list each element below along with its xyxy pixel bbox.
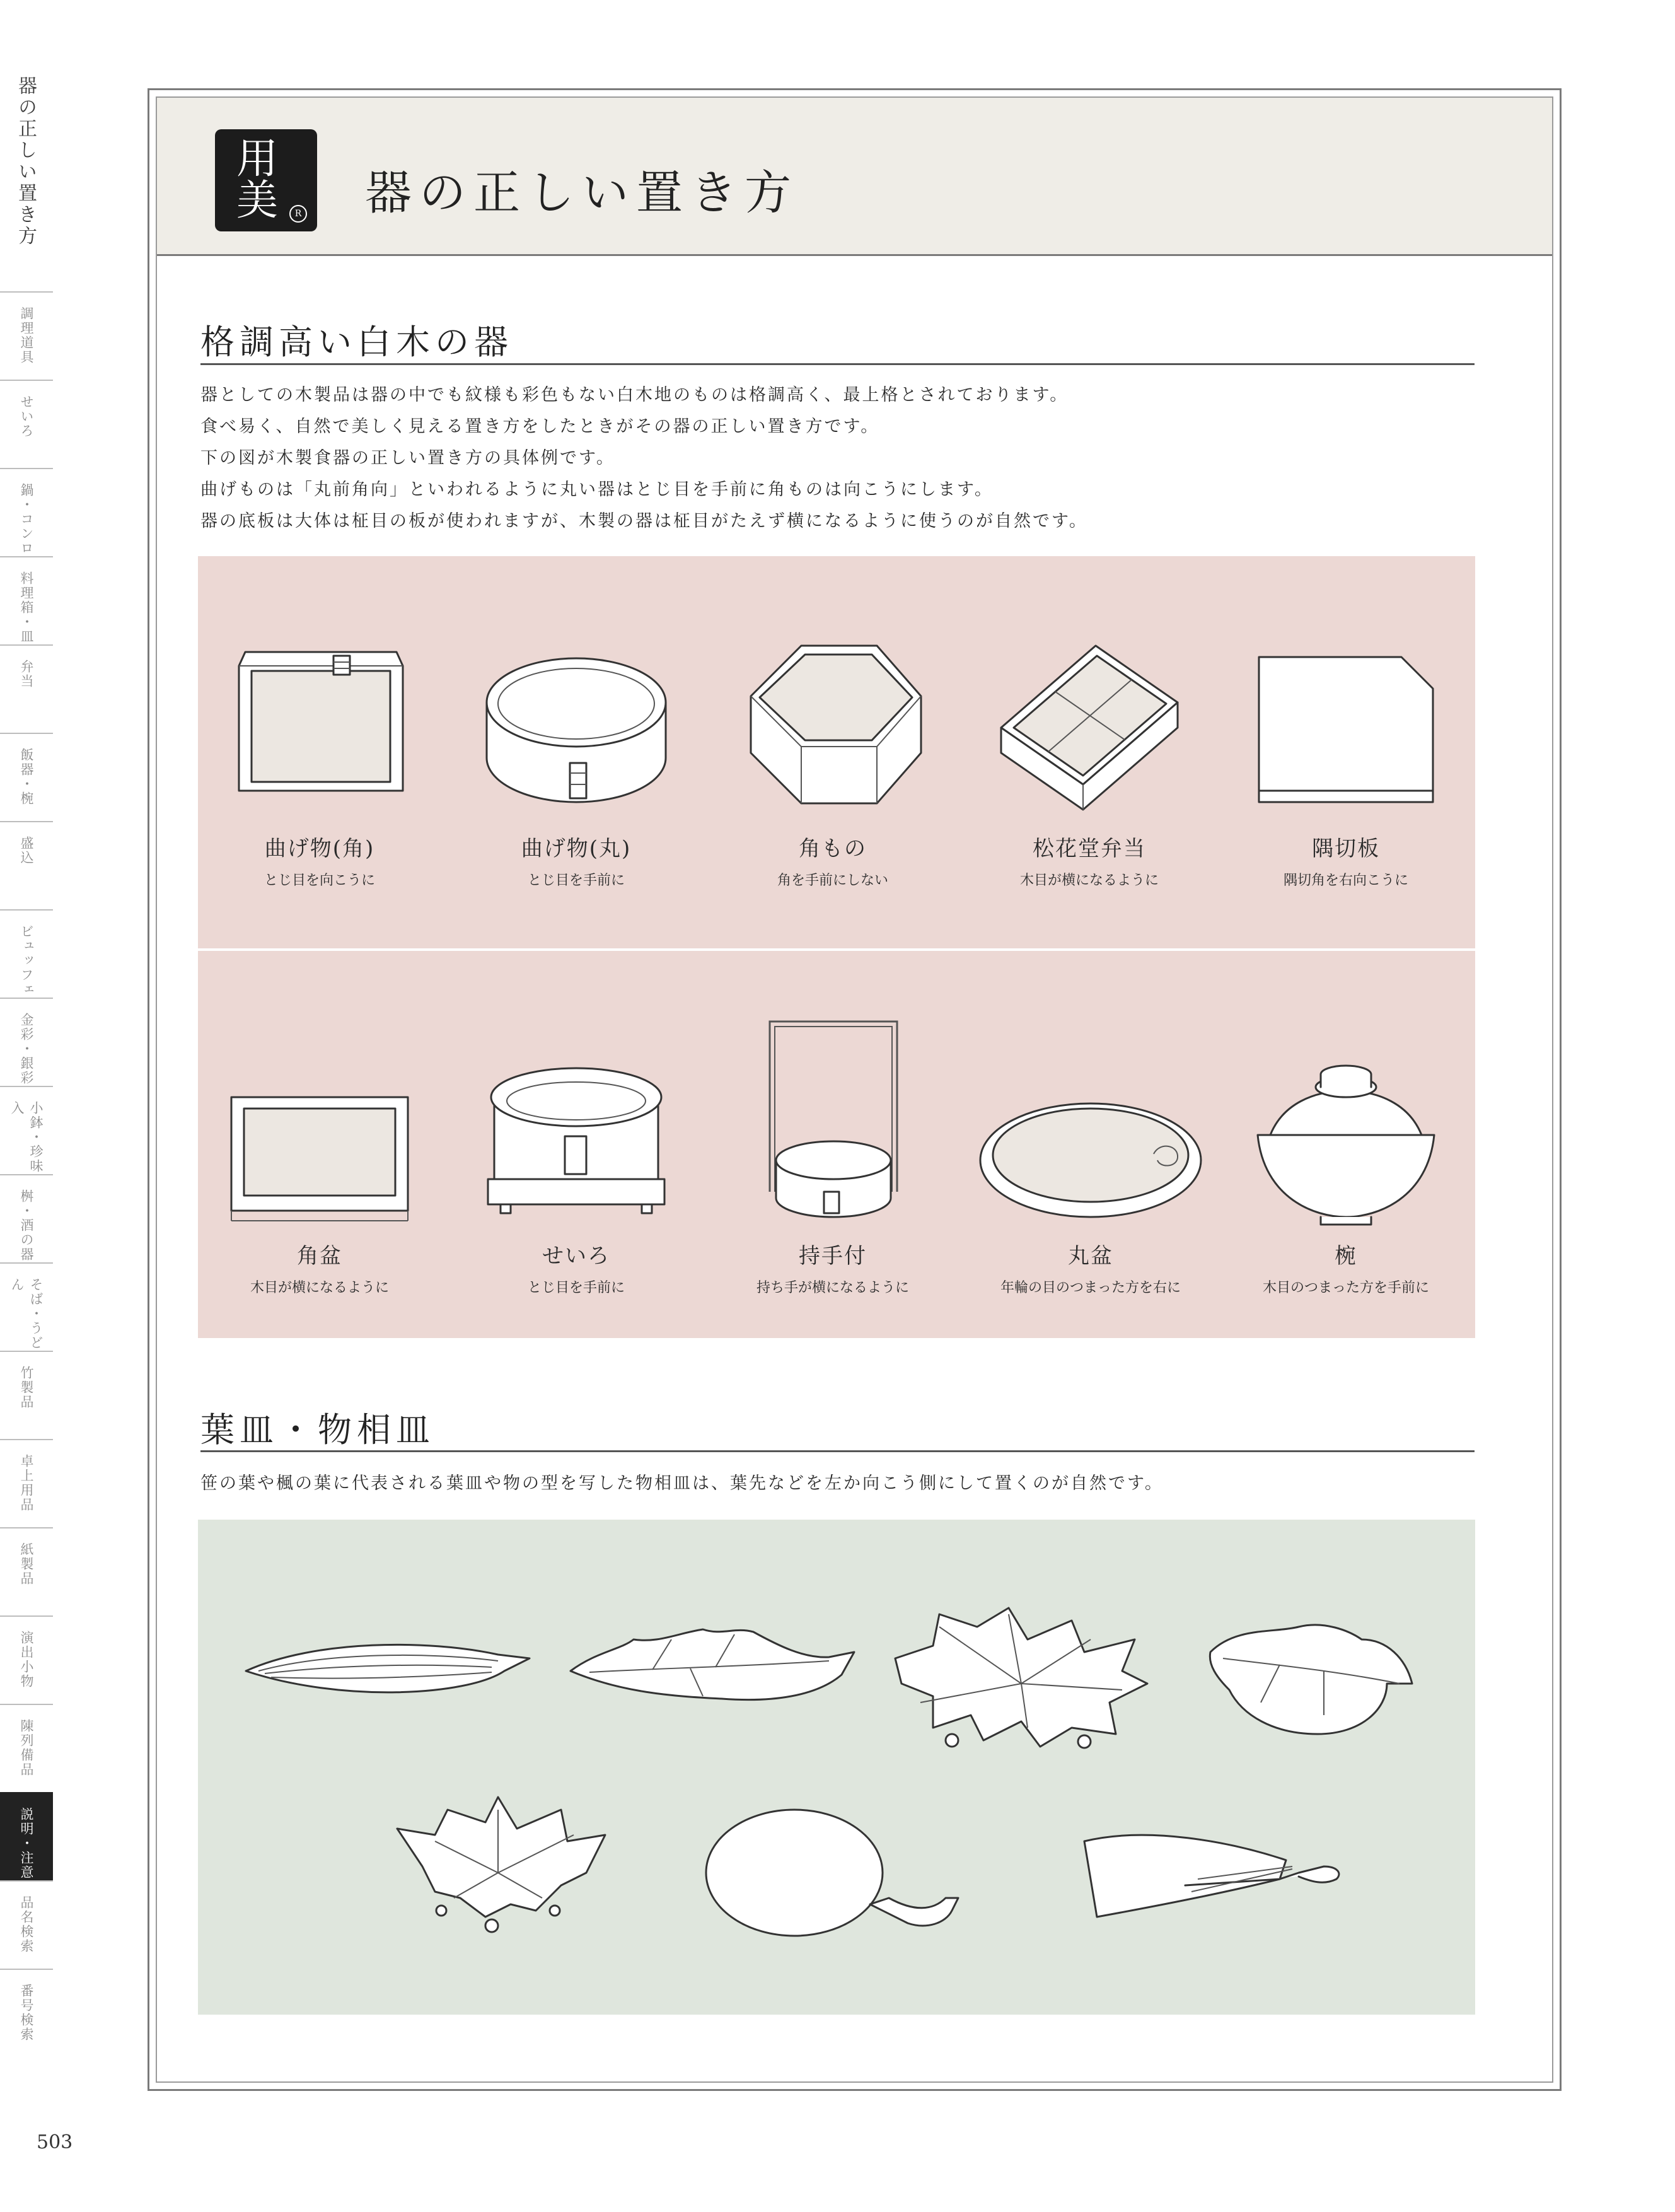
index-tab[interactable] [0,1615,53,1704]
paragraph: 曲げものは「丸前角向」といわれるように丸い器はとじ目を手前に角ものは向こうにします。 [200,480,994,499]
index-tab[interactable] [0,821,53,909]
square-bent-box-icon [219,633,420,822]
paragraph: 器の底板は大体は柾目の板が使われますが、木製の器は柾目がたえず横になるように使うのが自然です。 [200,511,1088,531]
yobi-logo-icon: 用 美 R [215,129,317,231]
side-index [0,0,53,2131]
vessel-item [219,633,420,889]
section-rule [200,363,1475,365]
index-tab-label: 料理箱・皿 [19,571,34,644]
vessel-item [732,633,934,889]
round-tray-icon [971,1009,1210,1230]
vessel-note: とじ目を向こうに [264,873,375,888]
vessel-name: 隅切板 [1312,836,1380,861]
vessel-note: 年輪の目のつまった方を右に [1000,1280,1181,1296]
vessel-note: とじ目を手前に [527,873,625,888]
index-tab[interactable] [0,1527,53,1615]
index-tab-label: 紙製品 [19,1542,34,1586]
vessel-name: せいろ [542,1243,610,1269]
vessel-note: 木目が横になるように [1019,873,1159,888]
vessel-note: とじ目を手前に [527,1280,625,1296]
paragraph: 器としての木製品は器の中でも紋様も彩色もない白木地のものは格調高く、最上格とされております。 [200,385,1069,405]
vessel-name: 角盆 [297,1243,342,1269]
index-tab[interactable] [0,644,53,733]
index-tab-label: 弁当 [19,660,34,689]
index-tab[interactable] [0,1880,53,1969]
index-tab-label: そば・うどん [9,1278,43,1350]
vessel-note: 持ち手が横になるように [756,1280,909,1296]
vessel-item [219,1009,420,1296]
index-tab[interactable] [0,380,53,468]
index-tab[interactable] [0,1969,53,2057]
vessel-item [965,1009,1217,1296]
vessel-item [1245,633,1447,889]
vessel-name: 丸盆 [1068,1243,1113,1269]
paragraph: 食べ易く、自然で美しく見える置き方をしたときがその器の正しい置き方です。 [200,417,880,436]
index-tab-label: せいろ [19,395,34,438]
index-tab-label: 飯器・椀 [19,748,34,806]
vessel-note: 隅切角を右向こうに [1283,873,1408,888]
folding-fan-dish-icon [1072,1816,1349,1930]
section-title: 格調高い白木の器 [200,322,513,362]
paragraph: 下の図が木製食器の正しい置き方の具体例です。 [200,448,615,468]
vessel-item [732,1009,934,1296]
index-tab[interactable] [0,1439,53,1527]
index-tab-label: 番号検索 [19,1984,34,2042]
index-tab[interactable] [0,1351,53,1439]
maple-footed-dish-icon [385,1791,618,1942]
index-tab[interactable] [0,1174,53,1262]
vessel-item [475,633,677,889]
index-tab[interactable] [0,1262,53,1351]
page-title: 器の正しい置き方 [365,166,799,220]
bamboo-leaf-dish-icon [240,1627,536,1721]
vessel-note: 木目が横になるように [250,1280,389,1296]
index-tab-label: 演出小物 [19,1631,34,1689]
current-section-label: 器の正しい置き方 [14,76,37,247]
index-tab-label: 品名検索 [19,1895,34,1953]
vessel-name: 曲げ物(丸) [521,836,632,861]
index-tab-label: 鍋・コンロ [19,483,34,556]
index-tab-label: 桝・酒の器 [19,1189,34,1262]
vessel-name: 角もの [799,836,867,861]
leaf-dish-icon [564,1614,861,1728]
corner-cut-board-icon [1245,633,1447,822]
steamer-icon [475,1009,677,1230]
page-header [157,98,1552,256]
index-tab-label: 陳列備品 [19,1719,34,1777]
lidded-bowl-icon [1245,1009,1447,1230]
index-tab-active[interactable] [0,1792,53,1880]
index-tab[interactable] [0,556,53,644]
vessel-name: 松花堂弁当 [1033,836,1146,861]
index-tab-label: 調理道具 [19,306,34,364]
vessel-name: 曲げ物(角) [264,836,375,861]
handled-box-icon [732,1009,934,1230]
index-tab[interactable] [0,1704,53,1792]
square-tray-icon [219,1009,420,1230]
paragraph: 笹の葉や楓の葉に代表される葉皿や物の型を写した物相皿は、葉先などを左か向こう側にして置くのが自然です。 [200,1474,1164,1493]
vessel-note: 角を手前にしない [777,873,888,888]
index-tab-label: 盛込 [19,836,34,865]
index-tab-label: ビュッフェ [19,924,34,997]
vessel-item [1245,1009,1447,1296]
index-tab[interactable] [0,468,53,556]
bento-box-icon [988,633,1190,822]
index-tab-label: 竹製品 [19,1366,34,1409]
page-number: 503 [37,2131,73,2153]
index-tab[interactable] [0,998,53,1086]
vessel-name: 椀 [1335,1243,1357,1269]
index-tab-label: 説明・注意 [19,1807,34,1880]
vessel-note: 木目のつまった方を手前に [1262,1280,1429,1296]
vessel-item [475,1009,677,1296]
round-bent-box-icon [475,633,677,822]
index-tab[interactable] [0,291,53,380]
section-title: 葉皿・物相皿 [200,1410,435,1450]
vessel-item [988,633,1190,889]
index-tab-label: 卓上用品 [19,1454,34,1512]
vessel-name: 持手付 [799,1243,867,1269]
index-tab-label: 小鉢・珍味入 [9,1101,43,1173]
maple-leaf-dish-icon [883,1602,1160,1759]
index-tab[interactable] [0,733,53,821]
fan-dish-icon [700,1803,965,1948]
index-tab-label: 金彩・銀彩 [19,1013,34,1085]
section-rule [200,1450,1475,1452]
round-leaf-dish-icon [1198,1614,1425,1747]
index-tab[interactable] [0,909,53,998]
hexagon-box-icon [732,633,934,822]
index-tab[interactable] [0,1086,53,1174]
